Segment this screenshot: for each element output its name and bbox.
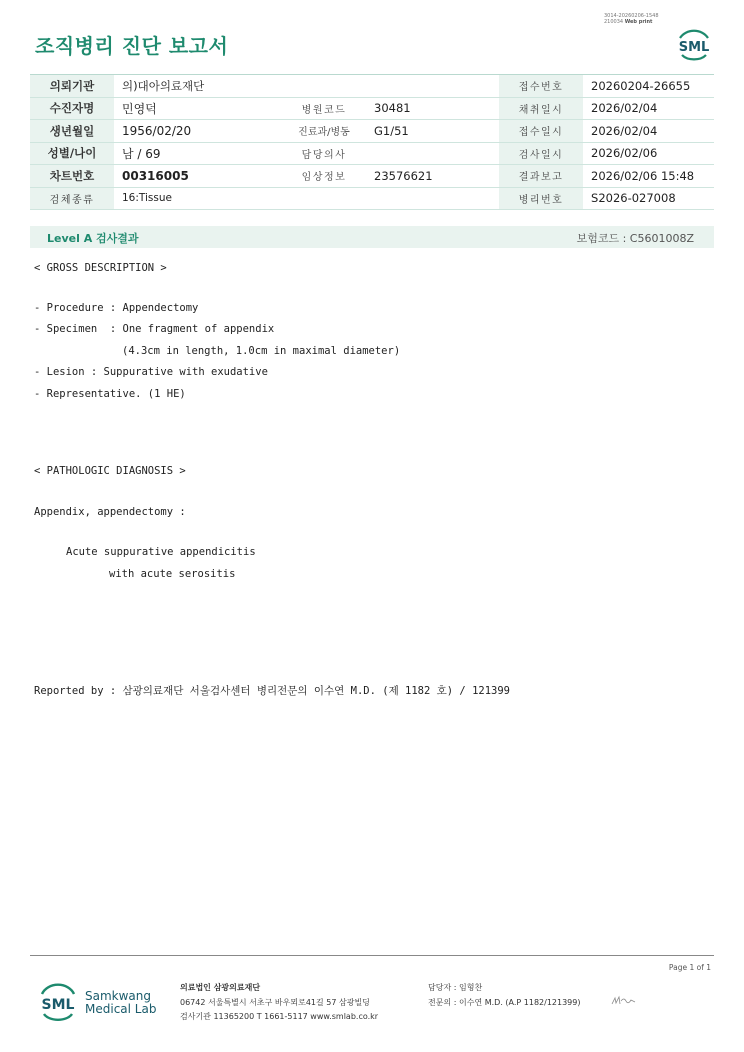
gross-heading: < GROSS DESCRIPTION > bbox=[34, 262, 167, 274]
receipt-date-label: 접수일시 bbox=[499, 120, 583, 143]
sex-age-value: 남 / 69 bbox=[114, 142, 282, 165]
specimen-type-value: 16:Tissue bbox=[114, 187, 499, 210]
patient-value: 민영덕 bbox=[114, 97, 282, 120]
diagnosis-site: Appendix, appendectomy : bbox=[34, 506, 186, 518]
sex-age-label: 성별/나이 bbox=[30, 142, 114, 165]
footer-contact: 검사기관 11365200 T 1661-5117 www.smlab.co.kr bbox=[180, 1012, 379, 1021]
samkwang-logo-text: SML bbox=[41, 997, 75, 1013]
doctor-value bbox=[366, 142, 499, 165]
chart-no-value: 00316005 bbox=[114, 165, 282, 188]
receipt-no-label: 접수번호 bbox=[499, 75, 583, 98]
page-number: Page 1 of 1 bbox=[668, 963, 711, 972]
chart-no-label: 차트번호 bbox=[30, 165, 114, 188]
path-no-value: S2026-027008 bbox=[583, 187, 714, 210]
sml-logo-text: SML bbox=[678, 40, 710, 55]
gross-lesion: - Lesion : Suppurative with exudative bbox=[34, 366, 268, 378]
result-level-bar bbox=[30, 226, 714, 248]
patient-info-table bbox=[30, 74, 714, 210]
result-date-value: 2026/02/06 15:48 bbox=[583, 165, 714, 188]
brand-line1: Samkwang bbox=[85, 989, 151, 1003]
table-row bbox=[30, 187, 714, 210]
collect-date-label: 채취일시 bbox=[499, 97, 583, 120]
reported-by: Reported by : 삼광의료재단 서울검사센터 병리전문의 이수연 M.D. (제 1182 호) / 121399 bbox=[34, 685, 511, 697]
birth-value: 1956/02/20 bbox=[114, 120, 282, 143]
signature-icon bbox=[611, 995, 637, 1007]
gross-specimen-detail: (4.3cm in length, 1.0cm in maximal diameter) bbox=[122, 345, 401, 357]
req-org-label: 의뢰기관 bbox=[30, 75, 114, 98]
table-row bbox=[30, 165, 714, 188]
dept-label: 진료과/병동 bbox=[282, 120, 366, 143]
diagnosis-line1: Acute suppurative appendicitis bbox=[66, 546, 256, 558]
dept-value: G1/51 bbox=[366, 120, 499, 143]
print-meta-label: Web print bbox=[624, 19, 653, 25]
footer-org: 의료법인 삼광의료재단 bbox=[180, 983, 261, 992]
req-org-value: 의)대아의료재단 bbox=[114, 75, 499, 98]
print-meta bbox=[604, 13, 659, 25]
brand-name bbox=[85, 990, 156, 1016]
staff-name: 임형찬 bbox=[458, 983, 483, 992]
footer-address: 06742 서울특별시 서초구 바우뫼로41길 57 삼광빌딩 bbox=[180, 997, 370, 1007]
table-row bbox=[30, 142, 714, 165]
specialist-name: 이수연 M.D. (A.P 1182/121399) bbox=[458, 997, 581, 1007]
print-meta-line1: 3014-20260206-1548 bbox=[604, 13, 659, 19]
specialist-label: 전문의 : bbox=[428, 997, 457, 1007]
gross-procedure: - Procedure : Appendectomy bbox=[34, 302, 199, 314]
hospital-code-value: 30481 bbox=[366, 97, 499, 120]
gross-specimen: - Specimen : One fragment of appendix bbox=[34, 323, 275, 335]
samkwang-logo-icon bbox=[36, 980, 80, 1024]
result-level-title: Level A 검사결과 bbox=[47, 232, 139, 245]
doctor-label: 담당의사 bbox=[282, 142, 366, 165]
receipt-date-value: 2026/02/04 bbox=[583, 120, 714, 143]
hospital-code-label: 병원코드 bbox=[282, 97, 366, 120]
birth-label: 생년월일 bbox=[30, 120, 114, 143]
staff-label: 담당자 : bbox=[428, 983, 457, 992]
gross-representative: - Representative. (1 HE) bbox=[34, 388, 186, 400]
diagnosis-line2: with acute serositis bbox=[109, 568, 236, 580]
print-meta-line2: 210034 bbox=[604, 19, 624, 25]
test-date-label: 검사일시 bbox=[499, 142, 583, 165]
sml-logo-icon bbox=[674, 26, 714, 62]
receipt-no-value: 20260204-26655 bbox=[583, 75, 714, 98]
path-no-label: 병리번호 bbox=[499, 187, 583, 210]
table-row bbox=[30, 75, 714, 98]
patient-label: 수진자명 bbox=[30, 97, 114, 120]
brand-line2: Medical Lab bbox=[85, 1002, 157, 1016]
table-row bbox=[30, 97, 714, 120]
page-title: 조직병리 진단 보고서 bbox=[35, 34, 229, 58]
clinical-value: 23576621 bbox=[366, 165, 499, 188]
footer-staff bbox=[428, 981, 580, 1010]
result-date-label: 결과보고 bbox=[499, 165, 583, 188]
specimen-type-label: 검체종류 bbox=[30, 187, 114, 210]
clinical-label: 임상정보 bbox=[282, 165, 366, 188]
insurance-code: 보험코드 : C5601008Z bbox=[576, 232, 694, 245]
diagnosis-heading: < PATHOLOGIC DIAGNOSIS > bbox=[34, 465, 186, 477]
footer-org-info bbox=[180, 981, 378, 1025]
table-row bbox=[30, 120, 714, 143]
footer-divider bbox=[30, 955, 714, 956]
collect-date-value: 2026/02/04 bbox=[583, 97, 714, 120]
test-date-value: 2026/02/06 bbox=[583, 142, 714, 165]
